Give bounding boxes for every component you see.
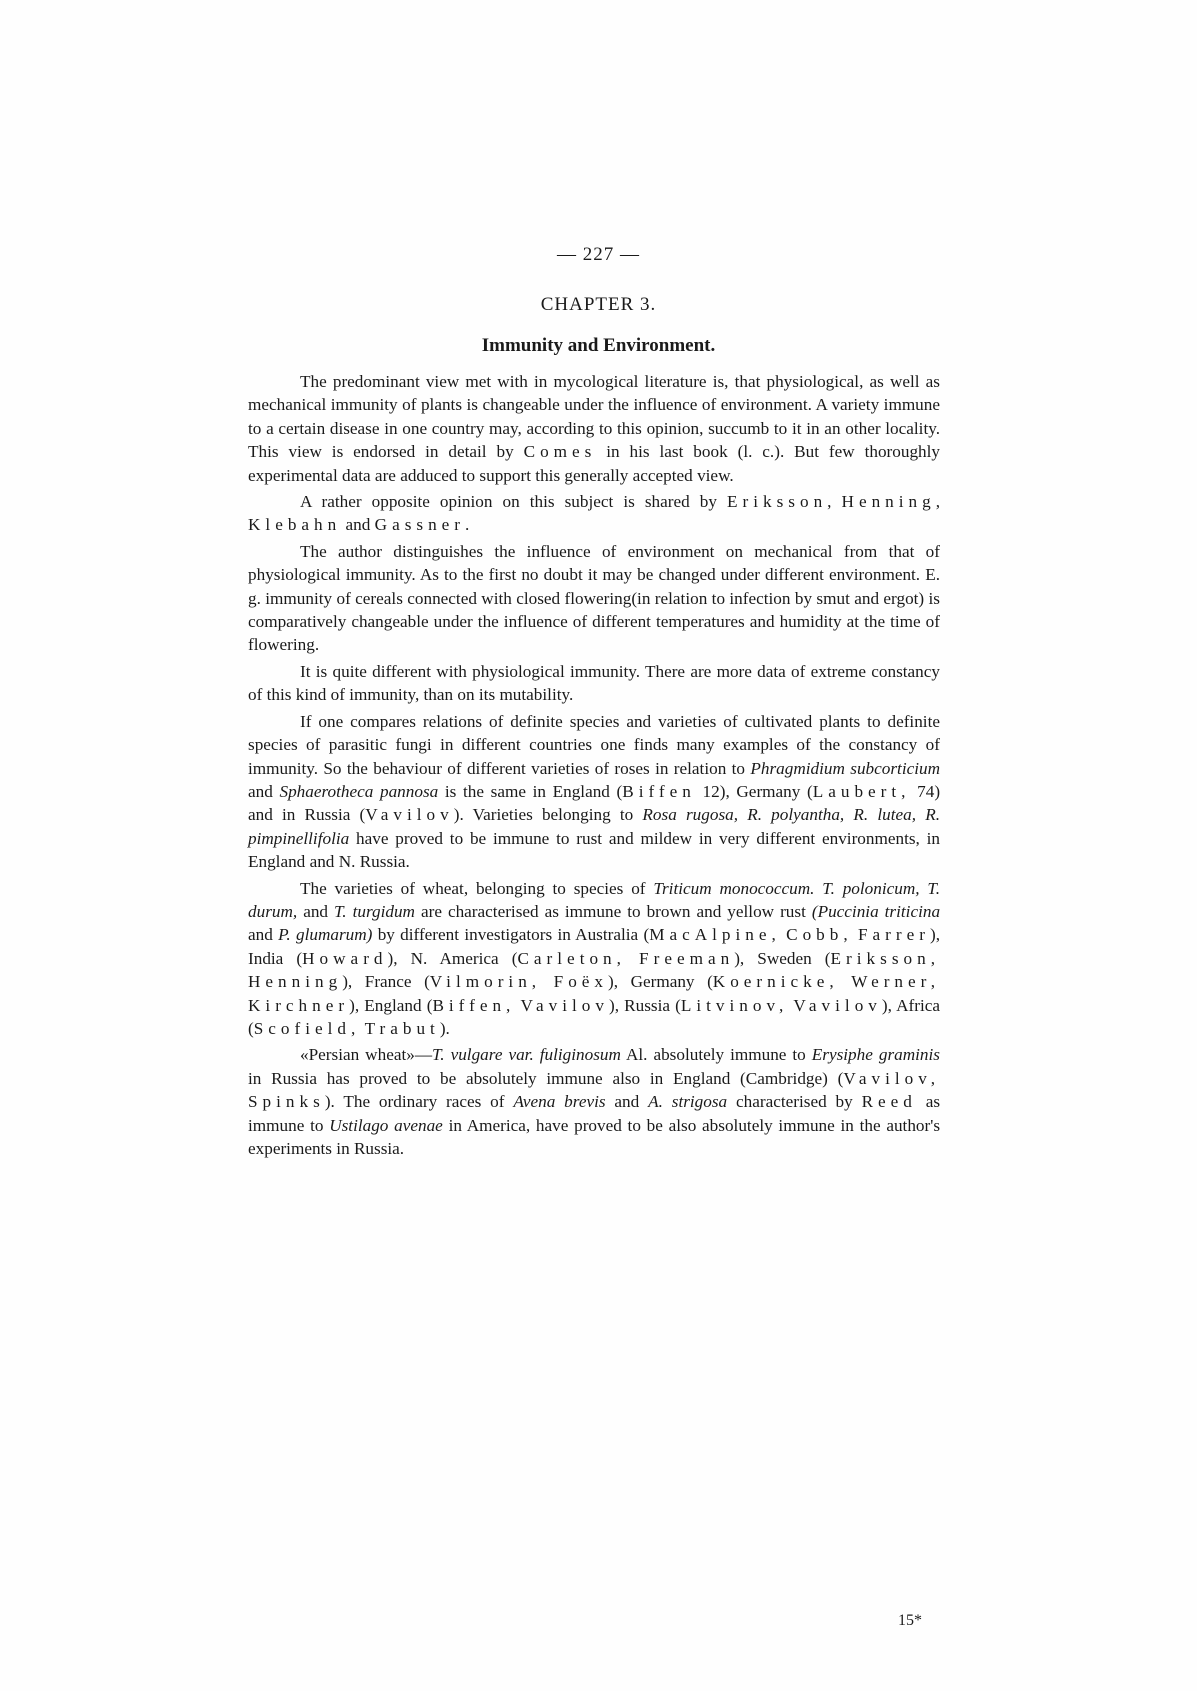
author-name: Reed <box>861 1092 917 1112</box>
paragraph-text: ), England ( <box>349 995 433 1015</box>
paragraph-text: and <box>345 515 371 535</box>
paragraph-text: A rather opposite opinion on this subject is shared by <box>300 492 717 512</box>
paragraph-text: and <box>248 925 273 945</box>
paragraph-1 <box>248 370 940 487</box>
author-name: Gassner <box>374 515 466 535</box>
author-name: Eriksson <box>727 492 828 512</box>
paragraph-text: ). Varieties belonging to <box>453 805 634 825</box>
paragraph-5 <box>248 710 940 874</box>
paragraph-text: ), India ( <box>248 925 940 968</box>
author-name: Litvinov, <box>680 995 789 1015</box>
species-name: T. turgidum <box>334 901 415 921</box>
paragraph-text: If one compares relations of definite species and varieties of cultivated plants to definite species of parasitic fungi in different countries one finds many examples of the constancy of immunity. So the behaviour of different varieties of roses in relation to <box>248 711 940 778</box>
species-name: Ustilago avenae <box>329 1115 443 1135</box>
author-name: Klebahn <box>248 515 342 535</box>
species-name: Erysiphe graminis <box>811 1045 940 1065</box>
paragraph-text: ), France ( <box>342 972 430 992</box>
paragraph-text: Al. absolutely immune to <box>625 1045 806 1065</box>
paragraph-text: in Russia has proved to be absolutely immune also in England (Cambridge) ( <box>248 1068 844 1088</box>
paragraph-text: ). The ordinary races of <box>324 1092 505 1112</box>
author-name: Vavilov <box>520 995 609 1015</box>
species-name: Phragmidium subcorticium <box>750 758 941 778</box>
page-number: — 227 — <box>557 244 640 265</box>
author-name: Eriksson, <box>830 948 940 968</box>
author-name: Vavilov <box>365 805 454 825</box>
paragraph-text: 74) and in Russia ( <box>248 781 941 825</box>
paragraph-text: and <box>614 1092 640 1112</box>
author-name: Cobb, <box>786 925 853 945</box>
author-name: Freeman <box>639 948 735 968</box>
paragraph-3: The author distinguishes the influence of environment on mechanical from that of physiological immunity. As to the first no doubt it may be changed under different environment. E. g. immunity of cereals connected with closed flowering(in relation to infection by smut and ergot) is comparatively changeable under the influence of different temperatures and humidity at the time of flowering. <box>248 541 940 655</box>
paragraph-text: ). <box>439 1018 450 1038</box>
author-name: Scofield, <box>253 1018 361 1038</box>
author-name: Biffen, <box>432 995 516 1015</box>
paragraph-4: It is quite different with physiological immunity. There are more data of extreme constancy of this kind of immunity, than on its mutability. <box>248 661 940 705</box>
author-name: Vavilov <box>793 995 882 1015</box>
paragraph-text: ), Germany ( <box>608 972 713 992</box>
author-name: Koernicke, <box>712 972 839 992</box>
paragraph-text: «Persian wheat»— <box>300 1045 433 1065</box>
species-name: A. strigosa <box>648 1092 728 1112</box>
author-name: Henning <box>841 492 936 512</box>
author-name: Vavilov, <box>843 1068 940 1088</box>
paragraph-text: 12), Germany ( <box>702 781 813 801</box>
author-name: Henning <box>248 972 343 992</box>
author-name: Comes <box>523 442 597 462</box>
paragraph-text: is the same in England ( <box>444 781 623 801</box>
species-name: (Puccinia triticina <box>811 901 941 921</box>
paragraph-text: The predominant view met with in mycological literature is, that physiological, as well as mechanical immunity of plants is changeable under the influence of environment. A variety immune to a certain disease in one country may, according to this opinion, succumb to it in an other locality. This view is endorsed in detail by <box>248 372 940 462</box>
paragraph-text: have proved to be immune to rust and mildew in very different environments, in England and N. Russia. <box>248 828 941 872</box>
paragraph-text: in his last book (l. c.). But few thoroughly experimental data are adduced to support this generally accepted view. <box>248 442 941 485</box>
paragraph-text: as immune to <box>248 1092 941 1135</box>
paragraph-text: characterised by <box>736 1092 853 1112</box>
paragraph-text: and <box>248 781 273 801</box>
species-name: Avena brevis <box>513 1092 606 1112</box>
author-name: Carleton, <box>517 948 626 968</box>
paragraph-text: by different investigators in Australia ( <box>377 925 650 945</box>
signature-mark: 15* <box>898 1612 922 1629</box>
author-name: Laubert, <box>812 781 911 801</box>
paragraph-6 <box>248 877 940 1041</box>
author-name: Werner, <box>851 972 940 992</box>
species-name: Rosa rugosa, R. polyantha, R. lutea, R. pimpinellifolia <box>248 805 941 848</box>
author-name: Biffen <box>622 781 696 801</box>
species-name: Triticum monococcum. T. polonicum, T. durum, <box>248 878 940 921</box>
paragraph-2: A rather opposite opinion on this subject is shared by Eriksson, Henning, Klebahn and Gassner. <box>248 492 941 535</box>
species-name: P. glumarum) <box>278 925 373 945</box>
paragraph-7 <box>248 1043 940 1160</box>
author-name: Spinks <box>248 1092 325 1112</box>
paragraph-text: and <box>303 901 329 921</box>
author-name: Howard <box>302 948 388 968</box>
chapter-title: Immunity and Environment. <box>481 335 716 356</box>
body-text <box>248 370 940 1163</box>
paragraph-text: ), N. America ( <box>387 948 518 968</box>
paragraph-text: ), Russia ( <box>608 995 681 1015</box>
author-name: Farrer <box>857 925 930 945</box>
author-name: Vilmorin, <box>429 972 542 992</box>
paragraph-text: ), Sweden ( <box>734 948 831 968</box>
paragraph-text: The varieties of wheat, belonging to species of <box>300 878 646 898</box>
paragraph-text: in America, have proved to be also absolutely immune in the author's experiments in Russia. <box>248 1115 941 1158</box>
species-name: Sphaerotheca pannosa <box>279 781 439 801</box>
chapter-heading: CHAPTER 3. <box>540 294 657 315</box>
author-name: MacAlpine, <box>649 925 781 945</box>
species-name: T. vulgare var. fuliginosum <box>432 1045 621 1065</box>
author-name: Trabut <box>364 1018 440 1038</box>
paragraph-text: are characterised as immune to brown and yellow rust <box>420 901 806 921</box>
paragraph-text: ), Africa ( <box>248 995 941 1038</box>
author-name: Foëx <box>553 972 609 992</box>
author-name: Kirchner <box>248 995 350 1015</box>
